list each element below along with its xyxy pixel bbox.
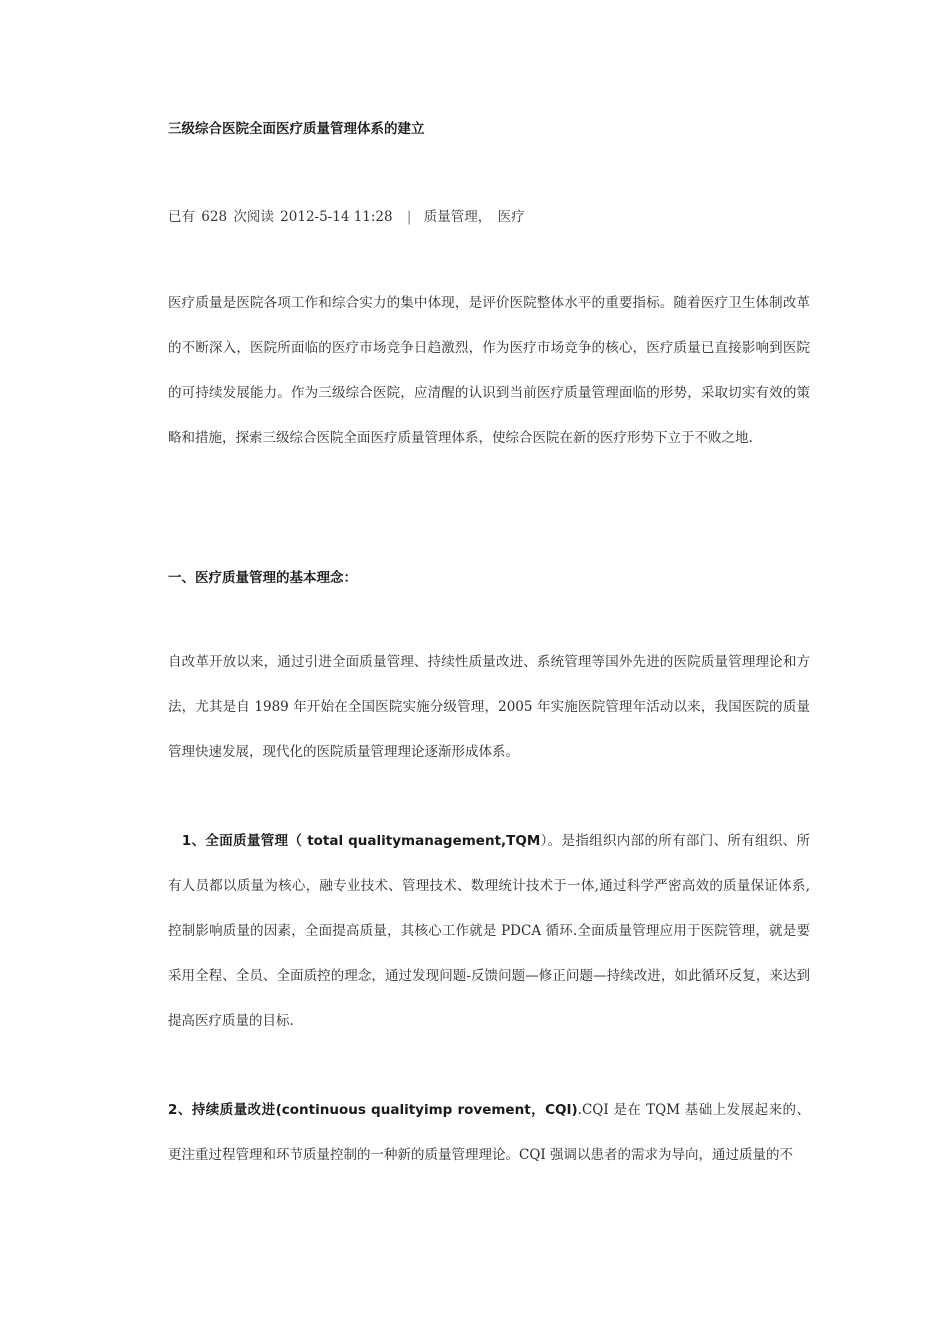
section-heading: 一、医疗质量管理的基本理念： <box>168 570 357 586</box>
document-title: 三级综合医院全面医疗质量管理体系的建立 <box>168 121 425 137</box>
tag-quality-management[interactable]: 质量管理， <box>423 209 492 225</box>
intro-paragraph: 医疗质量是医院各项工作和综合实力的集中体现，是评价医院整体水平的重要指标。随着医疗卫生体制改革的不断深入，医院所面临的医疗市场竞争日趋激烈，作为医疗市场竞争的核心，医疗质量已直接影响到医院的可持续发展能力。作为三级综合医院，应清醒的认识到当前医疗质量管理面临的形势，采取切实有效的策略和措施，探索三级综合医院全面医疗质量管理体系，使综合医院在新的医疗形势下立于不败之地. <box>168 295 810 446</box>
read-prefix: 已有 <box>168 209 195 225</box>
section-paragraph: 自改革开放以来，通过引进全面质量管理、持续性质量改进、系统管理等国外先进的医院质量管理理论和方法，尤其是自 1989 年开始在全国医院实施分级管理，2005 年实施医院管理年活动以来，我国医院的质量管理快速发展，现代化的医院质量管理理论逐渐形成体系。 <box>168 654 810 760</box>
meta-separator: | <box>406 209 412 225</box>
tqm-body: ）。是指组织内部的所有部门、所有组织、所有人员都以质量为核心，融专业技术、管理技术、数理统计技术于一体,通过科学严密高效的质量保证体系,控制影响质量的因素，全面提高质量，其核心工作就是 PDCA 循环.全面质量管理应用于医院管理，就是要采用全程、全员、全面质控的理念，通过发现问题-反馈问题—修正问题—持续改进，如此循环反复，来达到提高医疗质量的目标. <box>168 833 811 1029</box>
cqi-body: .CQI 是在 TQM 基础上发展起来的、更注重过程管理和环节质量控制的一种新的质量管理理论。CQI 强调以患者的需求为导向，通过质量的不 <box>168 1102 811 1163</box>
cqi-heading: 2、持续质量改进(continuous qualityimp rovement，CQI) <box>168 1102 578 1118</box>
article-meta <box>168 205 527 225</box>
tag-medical[interactable]: 医疗 <box>497 209 525 225</box>
tqm-paragraph <box>168 819 810 1044</box>
publish-datetime: 2012-5-14 11:28 <box>280 209 393 225</box>
read-suffix: 次阅读 <box>233 209 274 225</box>
cqi-paragraph <box>168 1088 810 1178</box>
tqm-heading: 1、全面质量管理（ total qualitymanagement,TQM <box>181 833 541 849</box>
read-count: 628 <box>201 209 228 225</box>
